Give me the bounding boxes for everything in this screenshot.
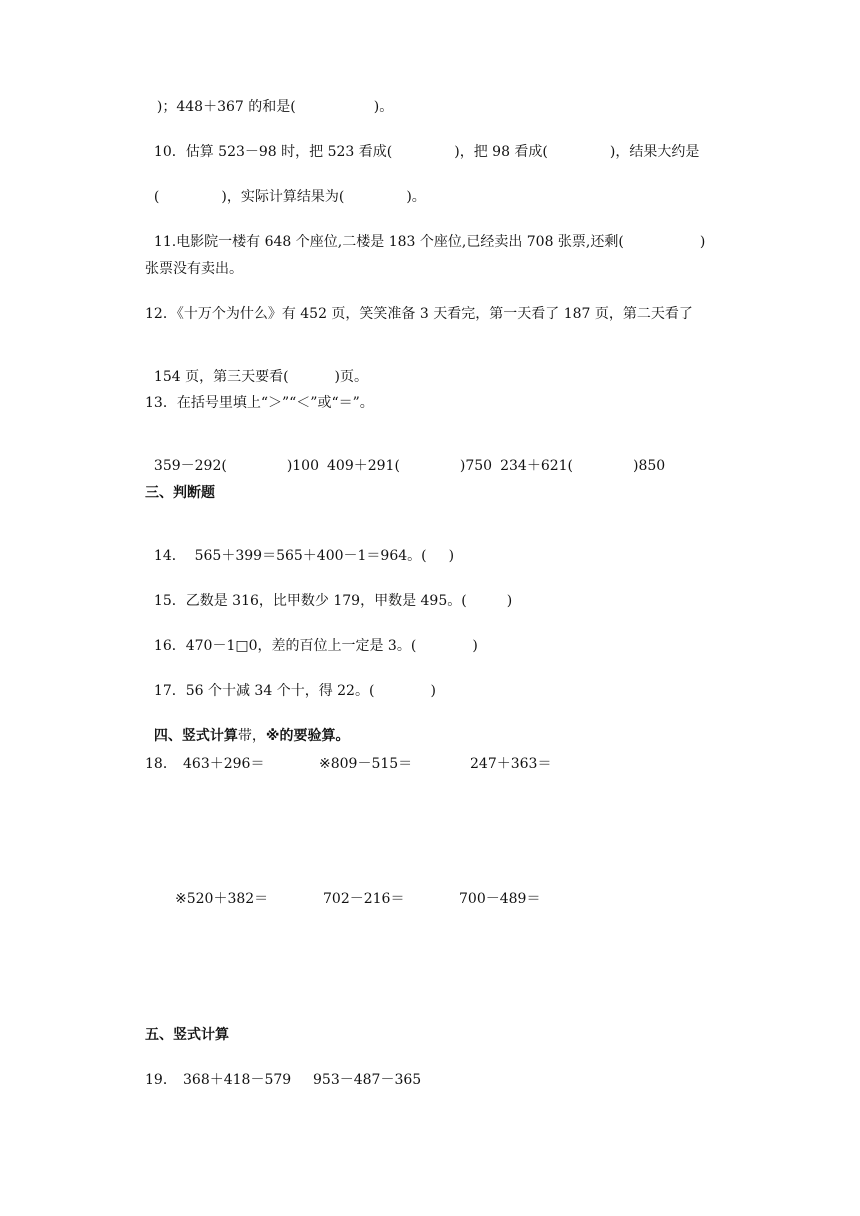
q18-expr-4: ※520＋382＝: [175, 891, 269, 907]
q9-tail-text-b: )。: [373, 99, 394, 115]
q10-text-a: 10．估算 523－98 时，把 523 看成(: [153, 144, 393, 160]
q15-close: ): [506, 593, 513, 609]
q13-item-1-b: )100: [286, 458, 319, 474]
q11-line-2: 张票没有卖出。: [145, 261, 243, 277]
q10-text-b: )，把 98 看成(: [454, 144, 548, 160]
q11-line-1: [145, 215, 705, 251]
q10-text-d: (: [153, 189, 160, 205]
q14-text: 14． 565＋399＝565＋400－1＝964。(: [153, 548, 427, 564]
q12-line-2: [145, 350, 368, 386]
q19-expr-1: 368＋418－579: [183, 1072, 292, 1088]
q9-tail-text-a: )；448＋367 的和是(: [156, 99, 296, 115]
q10-line-1: [145, 125, 699, 161]
q10-line-2: [145, 170, 426, 206]
q13-item-2-b: )750: [459, 458, 493, 474]
q18-expr-3: 247＋363＝: [470, 756, 552, 772]
q9-tail-line: [148, 80, 393, 116]
q12-line-1: 12．《十万个为什么》有 452 页，笑笑准备 3 天看完，第一天看了 187 页，第二天看了: [145, 306, 693, 322]
q19-expr-2: 953－487－365: [313, 1072, 422, 1088]
q17-text: 17．56 个十减 34 个十，得 22。(: [153, 683, 375, 699]
q18-expr-6: 700－489＝: [459, 891, 541, 907]
q16-text: 16．470－1□0，差的百位上一定是 3。(: [153, 638, 417, 654]
q13-item-3-a: 234＋621(: [500, 458, 573, 474]
section-4-title-a: 四、竖式计算: [153, 728, 238, 744]
q12-text-b: )页。: [334, 369, 369, 385]
q13-item-3-b: )850: [633, 458, 666, 474]
section-4-title: [145, 709, 350, 745]
q13-item-1-a: 359－292(: [153, 458, 227, 474]
section-4-title-b: 带，: [237, 728, 266, 744]
q11-text-a: 11.电影院一楼有 648 个座位,二楼是 183 个座位,已经卖出 708 张票,还剩(: [153, 234, 624, 250]
q19-number: 19．: [145, 1072, 177, 1088]
q12-text-a: 154 页，第三天要看(: [153, 369, 289, 385]
q13-item-2-a: 409＋291(: [327, 458, 400, 474]
q16-line: [145, 619, 478, 655]
q18-expr-5: 702－216＝: [323, 891, 405, 907]
q10-text-c: )，结果大约是: [609, 144, 700, 160]
q18-expr-1: 463＋296＝: [183, 756, 265, 772]
q10-text-e: )，实际计算结果为(: [221, 189, 345, 205]
section-5-title: 五、竖式计算: [145, 1027, 229, 1043]
q17-line: [145, 664, 436, 700]
q14-line: [145, 529, 454, 565]
q18-expr-2: ※809－515＝: [319, 756, 413, 772]
q17-close: ): [430, 683, 436, 699]
q14-close: ): [448, 548, 455, 564]
q15-line: [145, 574, 512, 610]
q13-items-line: [145, 439, 665, 475]
q15-text: 15．乙数是 316，比甲数少 179，甲数是 495。(: [153, 593, 467, 609]
section-4-title-c: ※的要验算。: [265, 728, 350, 744]
section-3-title: 三、判断题: [145, 485, 215, 501]
q10-text-f: )。: [406, 189, 426, 205]
q16-close: ): [472, 638, 478, 654]
q18-number: 18．: [145, 756, 177, 772]
q11-text-b: ): [699, 234, 706, 250]
q13-title: 13．在括号里填上“＞”“＜”或“＝”。: [145, 395, 374, 411]
